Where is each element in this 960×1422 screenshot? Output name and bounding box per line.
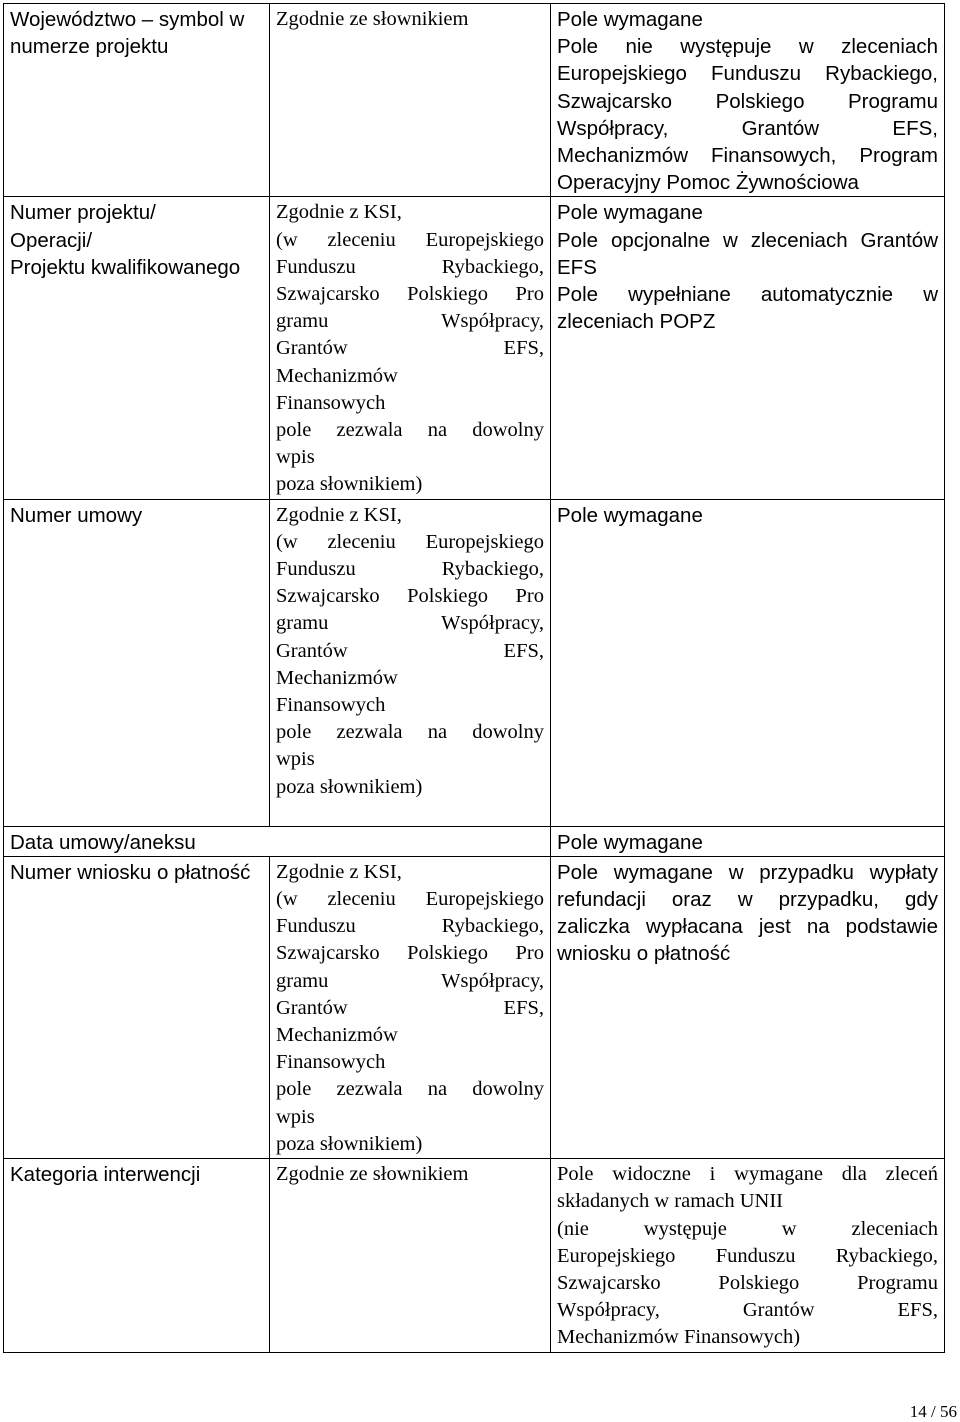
requirement-cell [551,4,945,197]
source-line: Szwajcarsko Polskiego Pro [276,585,544,608]
source-line: poza słownikiem) [276,775,423,798]
source-line: Funduszu Rybackiego, [276,255,544,278]
source-line: (w zleceniu Europejskiego [276,888,544,911]
requirement-line: składanych w ramach UNII [557,1190,783,1213]
field-name-cell [4,197,270,499]
source-line: wpis [276,446,315,469]
field-name-line: Numer umowy [10,503,143,527]
table-row [4,499,945,826]
source-line: pole zezwala na dowolny [276,721,544,744]
requirement-line: zleceniach POPZ [557,310,716,334]
source-line: gramu Współpracy, [276,310,544,333]
requirement-line: wniosku o płatność [557,942,731,966]
requirement-cell [551,499,945,826]
field-name-line: Województwo – symbol w [10,8,245,31]
source-line: Szwajcarsko Polskiego Pro [276,942,544,965]
source-line: Zgodnie ze słownikiem [276,1163,469,1186]
source-line: Zgodnie z KSI, [276,503,402,526]
source-line: poza słownikiem) [276,1132,423,1155]
requirement-line: (nie występuje w zleceniach [557,1217,938,1240]
requirement-line: Europejskiego Funduszu Rybackiego, [557,62,938,86]
requirement-line: Pole wymagane [557,503,703,527]
source-line: Finansowych [276,694,386,717]
field-name-line: Numer projektu/ [10,201,156,225]
requirements-table [3,3,945,1353]
requirement-line: Współpracy, Grantów EFS, [557,1299,938,1322]
source-line: Mechanizmów [276,1024,398,1047]
source-line: Grantów EFS, [276,639,544,662]
table-row [4,4,945,197]
field-name-line: Numer wniosku o płatność [10,860,251,884]
requirement-line: Szwajcarsko Polskiego Programu [557,89,938,113]
source-line: Mechanizmów [276,364,398,387]
field-name-line: numerze projektu [10,35,169,59]
requirement-cell [551,856,945,1158]
source-cell [270,1159,551,1352]
source-line: gramu Współpracy, [276,612,544,635]
table-row [4,197,945,499]
requirement-line: Operacyjny Pomoc Żywnościowa [557,171,859,195]
source-line: pole zezwala na dowolny [276,1078,544,1101]
requirement-line: Pole wypełniane automatycznie w [557,283,938,307]
page-number: 14 / 56 [909,1402,957,1421]
field-name-cell [4,1159,270,1352]
source-line: poza słownikiem) [276,473,423,496]
table-row [4,1159,945,1352]
source-line: Zgodnie ze słownikiem [276,8,469,30]
source-cell [270,499,551,826]
source-line: Funduszu Rybackiego, [276,915,544,938]
field-name-cell [4,499,270,826]
field-name-line: Operacji/ [10,228,93,252]
requirement-line: Pole wymagane [557,201,703,225]
field-name-line: Projektu kwalifikowanego [10,255,241,279]
requirement-line: Pole wymagane [557,830,703,854]
requirement-line: Współpracy, Grantów EFS, [557,116,938,140]
source-line: Finansowych [276,1051,386,1074]
source-cell [270,197,551,499]
table-row [4,856,945,1158]
field-name-cell [4,4,270,197]
source-line: (w zleceniu Europejskiego [276,228,544,251]
source-line: Zgodnie z KSI, [276,860,402,883]
source-line: pole zezwala na dowolny [276,419,544,442]
requirement-cell [551,1159,945,1352]
requirement-line: Pole widoczne i wymagane dla zleceń [557,1163,938,1186]
source-cell [270,4,551,197]
requirement-line: Europejskiego Funduszu Rybackiego, [557,1244,938,1267]
source-line: wpis [276,1105,315,1128]
source-line: Szwajcarsko Polskiego Pro [276,283,544,306]
field-name-line: Data umowy/aneksu [10,830,196,854]
source-line: Funduszu Rybackiego, [276,558,544,581]
requirement-line: Szwajcarsko Polskiego Programu [557,1271,938,1294]
requirement-line: EFS [557,255,597,279]
source-cell [270,826,551,856]
requirement-line: Mechanizmów Finansowych) [557,1326,801,1349]
table-row [4,826,945,856]
source-line: gramu Współpracy, [276,969,544,992]
source-line: Zgodnie z KSI, [276,201,402,224]
requirement-cell [551,197,945,499]
field-name-line: Kategoria interwencji [10,1163,201,1187]
source-line: Grantów EFS, [276,337,544,360]
requirement-cell [551,826,945,856]
requirement-line: Mechanizmów Finansowych, Program [557,144,938,168]
source-line: Grantów EFS, [276,996,544,1019]
requirement-line: Pole nie występuje w zleceniach [557,35,938,59]
requirement-line: zaliczka wypłacana jest na podstawie [557,915,938,939]
field-name-cell [4,856,270,1158]
source-line: Finansowych [276,391,386,414]
source-cell [270,856,551,1158]
requirement-line: refundacji oraz w przypadku, gdy [557,888,938,912]
source-line: wpis [276,748,315,771]
field-name-cell [4,826,270,856]
requirement-line: Pole wymagane [557,8,703,31]
requirement-line: Pole wymagane w przypadku wypłaty [557,860,938,884]
source-line: Mechanizmów [276,666,398,689]
source-line: (w zleceniu Europejskiego [276,530,544,553]
requirement-line: Pole opcjonalne w zleceniach Grantów [557,228,938,252]
